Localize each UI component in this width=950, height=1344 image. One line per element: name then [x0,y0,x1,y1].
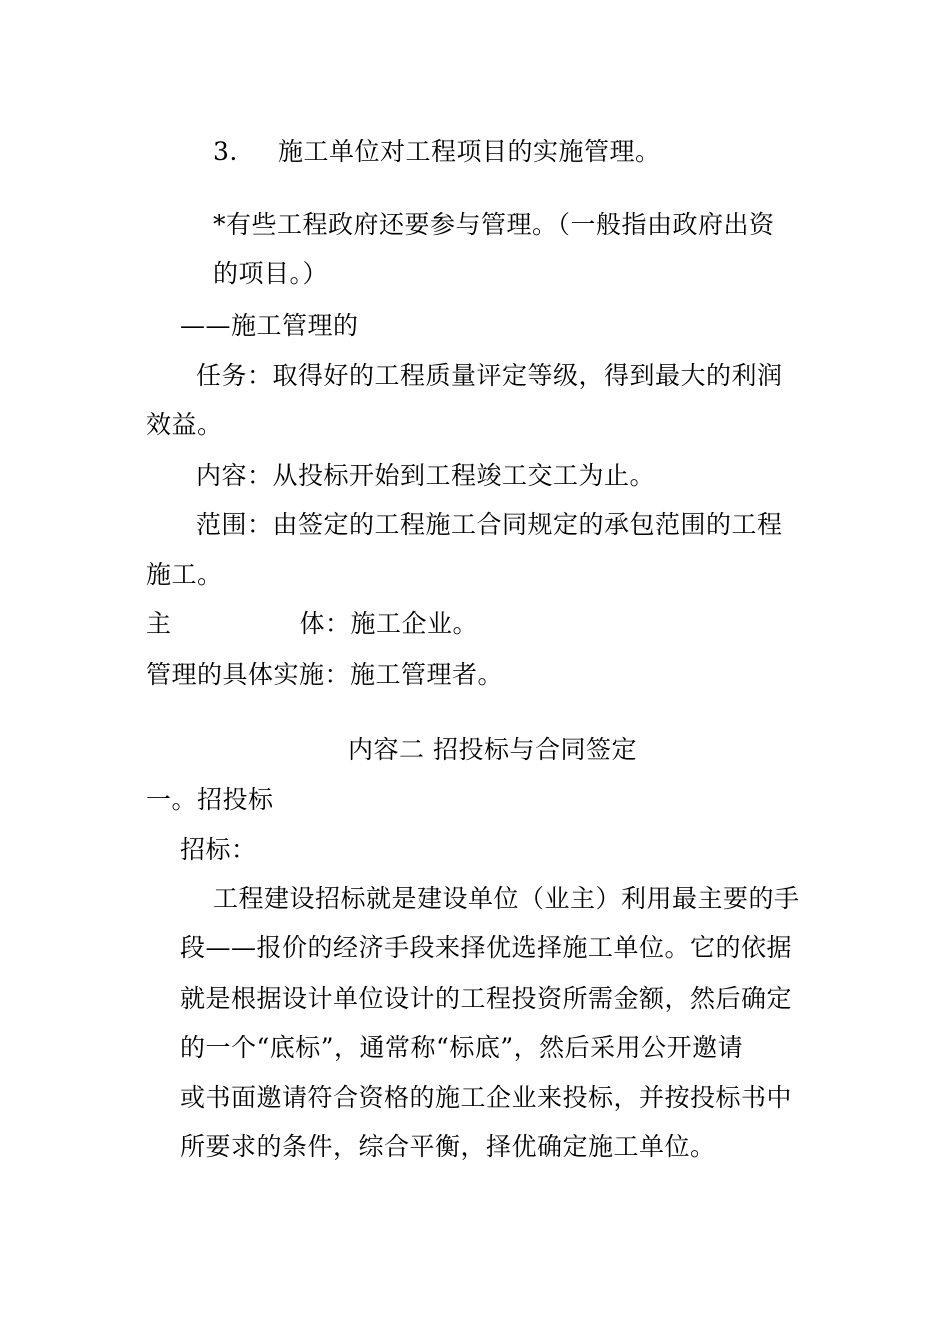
bidding-para-line-3: 就是根据设计单位设计的工程投资所需金额，然后确定 [180,984,793,1013]
bidding-para-line-2: 段——报价的经济手段来择优选择施工单位。它的依据 [180,933,793,962]
bidding-para-line-6: 所要求的条件，综合平衡，择优确定施工单位。 [180,1132,716,1161]
note-line-1: *有些工程政府还要参与管理。（一般指由政府出资 [213,210,775,239]
scope-line-2: 施工。 [146,560,223,589]
bidding-para-line-5: 或书面邀请符合资格的施工企业来投标，并按投标书中 [180,1083,793,1112]
section-2-title: 内容二 招投标与合同签定 [348,735,637,764]
subsection-bidding: 一。招投标 [146,785,274,814]
construction-mgmt-heading: ——施工管理的 [180,311,359,340]
subject-label-b: 体：施工企业。 [299,609,479,638]
task-line-2: 效益。 [146,410,223,439]
subject-line [146,609,478,639]
item-3-text: 施工单位对工程项目的实施管理。 [278,137,661,166]
bidding-para-line-1: 工程建设招标就是建设单位（业主）利用最主要的手 [213,884,800,913]
task-line-1: 任务：取得好的工程质量评定等级，得到最大的利润 [196,361,783,390]
content-line: 内容：从投标开始到工程竣工交工为止。 [196,461,656,490]
item-3-number: 3. [213,137,238,166]
bidding-label: 招标： [180,835,257,864]
note-line-2: 的项目。） [213,259,329,288]
implementer-line: 管理的具体实施：施工管理者。 [146,660,504,689]
subject-label-a: 主 [146,609,172,638]
bidding-para-line-4: 的一个“底标”，通常称“标底”，然后采用公开邀请 [180,1033,744,1062]
item-3 [213,137,661,167]
scope-line-1: 范围：由签定的工程施工合同规定的承包范围的工程 [196,510,783,539]
